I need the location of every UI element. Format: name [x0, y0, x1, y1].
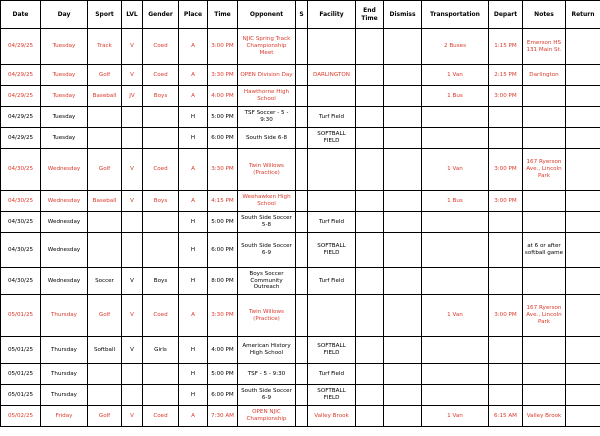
cell-sport: Softball — [88, 337, 122, 364]
cell-level: V — [122, 65, 143, 86]
cell-dismiss — [384, 364, 422, 385]
column-header-date: Date — [1, 1, 41, 29]
cell-gender: Boys — [143, 191, 179, 212]
column-header-depart: Depart — [489, 1, 523, 29]
cell-end-time — [356, 295, 384, 337]
cell-transportation — [422, 268, 489, 295]
cell-day: Wednesday — [41, 212, 88, 233]
cell-sport: Golf — [88, 65, 122, 86]
cell-s — [296, 295, 308, 337]
table-row — [1, 107, 600, 128]
cell-return — [566, 128, 600, 149]
cell-s — [296, 337, 308, 364]
cell-depart: 3:00 PM — [489, 191, 523, 212]
cell-gender — [143, 212, 179, 233]
cell-notes: 167 Ryerson Ave., Lincoln Park — [523, 295, 566, 337]
cell-transportation — [422, 364, 489, 385]
cell-level: V — [122, 268, 143, 295]
cell-time: 6:00 PM — [208, 385, 238, 406]
cell-dismiss — [384, 385, 422, 406]
cell-facility: SOFTBALL FIELD — [308, 337, 356, 364]
table-row — [1, 65, 600, 86]
cell-opponent: South Side Soccer 6-9 — [238, 385, 296, 406]
cell-facility: SOFTBALL FIELD — [308, 233, 356, 268]
cell-notes: at 6 or after softball game — [523, 233, 566, 268]
cell-date: 04/29/25 — [1, 65, 41, 86]
cell-notes — [523, 385, 566, 406]
table-row — [1, 385, 600, 406]
column-header-notes: Notes — [523, 1, 566, 29]
cell-place: H — [179, 107, 208, 128]
cell-depart — [489, 107, 523, 128]
cell-level: V — [122, 295, 143, 337]
table-row — [1, 295, 600, 337]
cell-opponent: TSF - 5 - 9:30 — [238, 364, 296, 385]
cell-dismiss — [384, 128, 422, 149]
column-header-s: S — [296, 1, 308, 29]
cell-day: Tuesday — [41, 86, 88, 107]
cell-level — [122, 364, 143, 385]
cell-end-time — [356, 406, 384, 427]
cell-notes — [523, 128, 566, 149]
cell-date: 05/02/25 — [1, 406, 41, 427]
cell-s — [296, 268, 308, 295]
cell-place: H — [179, 212, 208, 233]
cell-opponent: Weehawken High School — [238, 191, 296, 212]
cell-notes — [523, 107, 566, 128]
cell-gender: Coed — [143, 295, 179, 337]
cell-transportation: 1 Van — [422, 406, 489, 427]
cell-level: JV — [122, 86, 143, 107]
cell-dismiss — [384, 107, 422, 128]
cell-day: Wednesday — [41, 233, 88, 268]
cell-depart — [489, 337, 523, 364]
cell-depart: 1:15 PM — [489, 29, 523, 65]
cell-time: 3:30 PM — [208, 65, 238, 86]
cell-time: 5:00 PM — [208, 107, 238, 128]
cell-day: Thursday — [41, 385, 88, 406]
cell-depart — [489, 128, 523, 149]
cell-gender — [143, 385, 179, 406]
cell-s — [296, 65, 308, 86]
cell-transportation: 1 Van — [422, 295, 489, 337]
column-header-transportation: Transportation — [422, 1, 489, 29]
cell-facility: DARLINGTON — [308, 65, 356, 86]
cell-return — [566, 337, 600, 364]
cell-level: V — [122, 191, 143, 212]
cell-day: Thursday — [41, 295, 88, 337]
cell-notes — [523, 212, 566, 233]
cell-day: Wednesday — [41, 149, 88, 191]
cell-date: 04/30/25 — [1, 149, 41, 191]
cell-dismiss — [384, 268, 422, 295]
cell-gender: Boys — [143, 86, 179, 107]
cell-return — [566, 107, 600, 128]
cell-level: V — [122, 149, 143, 191]
cell-day: Wednesday — [41, 268, 88, 295]
cell-opponent: OPEN Division Day — [238, 65, 296, 86]
column-header-facility: Facility — [308, 1, 356, 29]
cell-sport: Baseball — [88, 191, 122, 212]
cell-gender: Girls — [143, 337, 179, 364]
cell-opponent: Hawthorne High School — [238, 86, 296, 107]
cell-sport — [88, 212, 122, 233]
cell-transportation: 1 Bus — [422, 86, 489, 107]
cell-return — [566, 406, 600, 427]
cell-s — [296, 212, 308, 233]
cell-opponent: Twin Willows (Practice) — [238, 149, 296, 191]
cell-gender — [143, 128, 179, 149]
cell-return — [566, 65, 600, 86]
cell-level — [122, 107, 143, 128]
cell-time: 4:00 PM — [208, 86, 238, 107]
cell-transportation — [422, 128, 489, 149]
cell-depart — [489, 233, 523, 268]
cell-opponent: Twin Willows (Practice) — [238, 295, 296, 337]
cell-return — [566, 364, 600, 385]
cell-s — [296, 233, 308, 268]
cell-gender — [143, 233, 179, 268]
cell-level — [122, 233, 143, 268]
cell-date: 04/30/25 — [1, 212, 41, 233]
cell-date: 04/30/25 — [1, 191, 41, 212]
cell-s — [296, 29, 308, 65]
cell-opponent: OPEN NJIC Championship — [238, 406, 296, 427]
cell-notes: Valley Brook — [523, 406, 566, 427]
cell-return — [566, 191, 600, 212]
table-row — [1, 149, 600, 191]
cell-gender: Coed — [143, 406, 179, 427]
cell-time: 4:15 PM — [208, 191, 238, 212]
cell-transportation: 1 Van — [422, 65, 489, 86]
cell-transportation — [422, 233, 489, 268]
cell-dismiss — [384, 29, 422, 65]
cell-sport — [88, 364, 122, 385]
cell-s — [296, 86, 308, 107]
cell-notes — [523, 337, 566, 364]
cell-dismiss — [384, 65, 422, 86]
cell-transportation — [422, 385, 489, 406]
cell-transportation: 1 Bus — [422, 191, 489, 212]
header-row — [1, 1, 600, 29]
cell-time: 4:00 PM — [208, 337, 238, 364]
cell-dismiss — [384, 337, 422, 364]
cell-opponent: American History High School — [238, 337, 296, 364]
cell-end-time — [356, 364, 384, 385]
cell-time: 5:00 PM — [208, 212, 238, 233]
cell-end-time — [356, 149, 384, 191]
column-header-dismiss: Dismiss — [384, 1, 422, 29]
cell-opponent: Boys Soccer Community Outreach — [238, 268, 296, 295]
cell-day: Thursday — [41, 337, 88, 364]
table-row — [1, 337, 600, 364]
table-row — [1, 29, 600, 65]
column-header-day: Day — [41, 1, 88, 29]
column-header-opponent: Opponent — [238, 1, 296, 29]
cell-time: 3:00 PM — [208, 29, 238, 65]
table-row — [1, 191, 600, 212]
cell-sport: Golf — [88, 406, 122, 427]
cell-time: 5:00 PM — [208, 364, 238, 385]
cell-place: H — [179, 385, 208, 406]
cell-time: 6:00 PM — [208, 233, 238, 268]
cell-time: 3:30 PM — [208, 295, 238, 337]
cell-opponent: South Side 6-8 — [238, 128, 296, 149]
cell-place: H — [179, 364, 208, 385]
table-row — [1, 364, 600, 385]
cell-time: 8:00 PM — [208, 268, 238, 295]
cell-end-time — [356, 337, 384, 364]
cell-depart — [489, 364, 523, 385]
cell-dismiss — [384, 191, 422, 212]
cell-end-time — [356, 385, 384, 406]
cell-facility — [308, 29, 356, 65]
cell-opponent: South Side Soccer 6-9 — [238, 233, 296, 268]
cell-notes — [523, 364, 566, 385]
cell-sport: Track — [88, 29, 122, 65]
cell-transportation — [422, 337, 489, 364]
cell-time: 7:30 AM — [208, 406, 238, 427]
cell-place: A — [179, 191, 208, 212]
cell-place: H — [179, 233, 208, 268]
cell-gender — [143, 364, 179, 385]
cell-transportation: 2 Buses — [422, 29, 489, 65]
column-header-place: Place — [179, 1, 208, 29]
cell-notes — [523, 86, 566, 107]
cell-facility: Turf Field — [308, 268, 356, 295]
cell-time: 3:30 PM — [208, 149, 238, 191]
cell-facility: Turf Field — [308, 107, 356, 128]
cell-sport — [88, 107, 122, 128]
cell-sport — [88, 385, 122, 406]
cell-sport: Golf — [88, 295, 122, 337]
cell-s — [296, 107, 308, 128]
table-row — [1, 233, 600, 268]
cell-depart — [489, 385, 523, 406]
cell-sport: Golf — [88, 149, 122, 191]
cell-facility — [308, 86, 356, 107]
column-header-end-time: End Time — [356, 1, 384, 29]
cell-transportation: 1 Van — [422, 149, 489, 191]
cell-place: A — [179, 295, 208, 337]
cell-notes — [523, 268, 566, 295]
cell-facility: SOFTBALL FIELD — [308, 128, 356, 149]
cell-depart: 2:15 PM — [489, 65, 523, 86]
cell-place: A — [179, 86, 208, 107]
cell-transportation — [422, 107, 489, 128]
table-row — [1, 86, 600, 107]
cell-place: H — [179, 268, 208, 295]
column-header-gender: Gender — [143, 1, 179, 29]
cell-notes: 167 Ryerson Ave., Lincoln Park — [523, 149, 566, 191]
cell-end-time — [356, 29, 384, 65]
cell-date: 04/30/25 — [1, 233, 41, 268]
table-row — [1, 268, 600, 295]
cell-s — [296, 149, 308, 191]
cell-place: H — [179, 337, 208, 364]
cell-sport: Baseball — [88, 86, 122, 107]
cell-return — [566, 29, 600, 65]
schedule-body — [1, 29, 600, 427]
column-header-sport: Sport — [88, 1, 122, 29]
cell-sport — [88, 233, 122, 268]
cell-gender: Coed — [143, 65, 179, 86]
cell-place: H — [179, 128, 208, 149]
cell-dismiss — [384, 233, 422, 268]
cell-place: A — [179, 65, 208, 86]
cell-facility: SOFTBALL FIELD — [308, 385, 356, 406]
cell-dismiss — [384, 406, 422, 427]
cell-s — [296, 385, 308, 406]
cell-date: 04/29/25 — [1, 29, 41, 65]
cell-place: A — [179, 29, 208, 65]
cell-date: 04/29/25 — [1, 107, 41, 128]
cell-day: Wednesday — [41, 191, 88, 212]
cell-return — [566, 268, 600, 295]
cell-opponent: TSF Soccer - 5 - 9:30 — [238, 107, 296, 128]
cell-sport — [88, 128, 122, 149]
cell-return — [566, 233, 600, 268]
cell-end-time — [356, 268, 384, 295]
cell-gender: Boys — [143, 268, 179, 295]
cell-depart — [489, 212, 523, 233]
cell-date: 05/01/25 — [1, 364, 41, 385]
cell-sport: Soccer — [88, 268, 122, 295]
cell-return — [566, 86, 600, 107]
cell-level: V — [122, 406, 143, 427]
cell-end-time — [356, 212, 384, 233]
cell-facility: Turf Field — [308, 364, 356, 385]
table-row — [1, 406, 600, 427]
cell-date: 04/29/25 — [1, 86, 41, 107]
cell-level — [122, 128, 143, 149]
cell-depart: 3:00 PM — [489, 86, 523, 107]
cell-date: 05/01/25 — [1, 385, 41, 406]
cell-depart — [489, 268, 523, 295]
cell-facility — [308, 191, 356, 212]
cell-facility: Turf Field — [308, 212, 356, 233]
cell-return — [566, 295, 600, 337]
cell-s — [296, 406, 308, 427]
cell-return — [566, 149, 600, 191]
cell-level — [122, 385, 143, 406]
cell-day: Thursday — [41, 364, 88, 385]
cell-return — [566, 212, 600, 233]
cell-notes: Darlington — [523, 65, 566, 86]
column-header-level: LVL — [122, 1, 143, 29]
cell-end-time — [356, 86, 384, 107]
cell-notes — [523, 191, 566, 212]
cell-s — [296, 364, 308, 385]
cell-dismiss — [384, 86, 422, 107]
cell-gender: Coed — [143, 29, 179, 65]
cell-day: Tuesday — [41, 128, 88, 149]
cell-end-time — [356, 107, 384, 128]
cell-facility — [308, 295, 356, 337]
cell-return — [566, 385, 600, 406]
cell-opponent: South Side Soccer 5-8 — [238, 212, 296, 233]
cell-dismiss — [384, 212, 422, 233]
cell-date: 05/01/25 — [1, 295, 41, 337]
cell-depart: 6:15 AM — [489, 406, 523, 427]
cell-notes: Emerson HS 131 Main St. — [523, 29, 566, 65]
cell-dismiss — [384, 295, 422, 337]
cell-end-time — [356, 65, 384, 86]
cell-level: V — [122, 29, 143, 65]
column-header-return: Return — [566, 1, 600, 29]
table-row — [1, 128, 600, 149]
column-header-time: Time — [208, 1, 238, 29]
cell-date: 05/01/25 — [1, 337, 41, 364]
cell-depart: 3:00 PM — [489, 295, 523, 337]
cell-place: A — [179, 149, 208, 191]
cell-end-time — [356, 128, 384, 149]
cell-end-time — [356, 233, 384, 268]
cell-dismiss — [384, 149, 422, 191]
cell-s — [296, 191, 308, 212]
cell-level — [122, 212, 143, 233]
cell-opponent: NJIC Spring Track Championship Meet — [238, 29, 296, 65]
cell-time: 6:00 PM — [208, 128, 238, 149]
cell-level: V — [122, 337, 143, 364]
cell-facility — [308, 149, 356, 191]
cell-depart: 3:00 PM — [489, 149, 523, 191]
cell-day: Friday — [41, 406, 88, 427]
cell-gender — [143, 107, 179, 128]
cell-transportation — [422, 212, 489, 233]
cell-day: Tuesday — [41, 107, 88, 128]
cell-s — [296, 128, 308, 149]
cell-facility: Valley Brook — [308, 406, 356, 427]
cell-day: Tuesday — [41, 65, 88, 86]
table-row — [1, 212, 600, 233]
cell-gender: Coed — [143, 149, 179, 191]
cell-date: 04/30/25 — [1, 268, 41, 295]
cell-day: Tuesday — [41, 29, 88, 65]
cell-place: A — [179, 406, 208, 427]
cell-date: 04/29/25 — [1, 128, 41, 149]
cell-end-time — [356, 191, 384, 212]
